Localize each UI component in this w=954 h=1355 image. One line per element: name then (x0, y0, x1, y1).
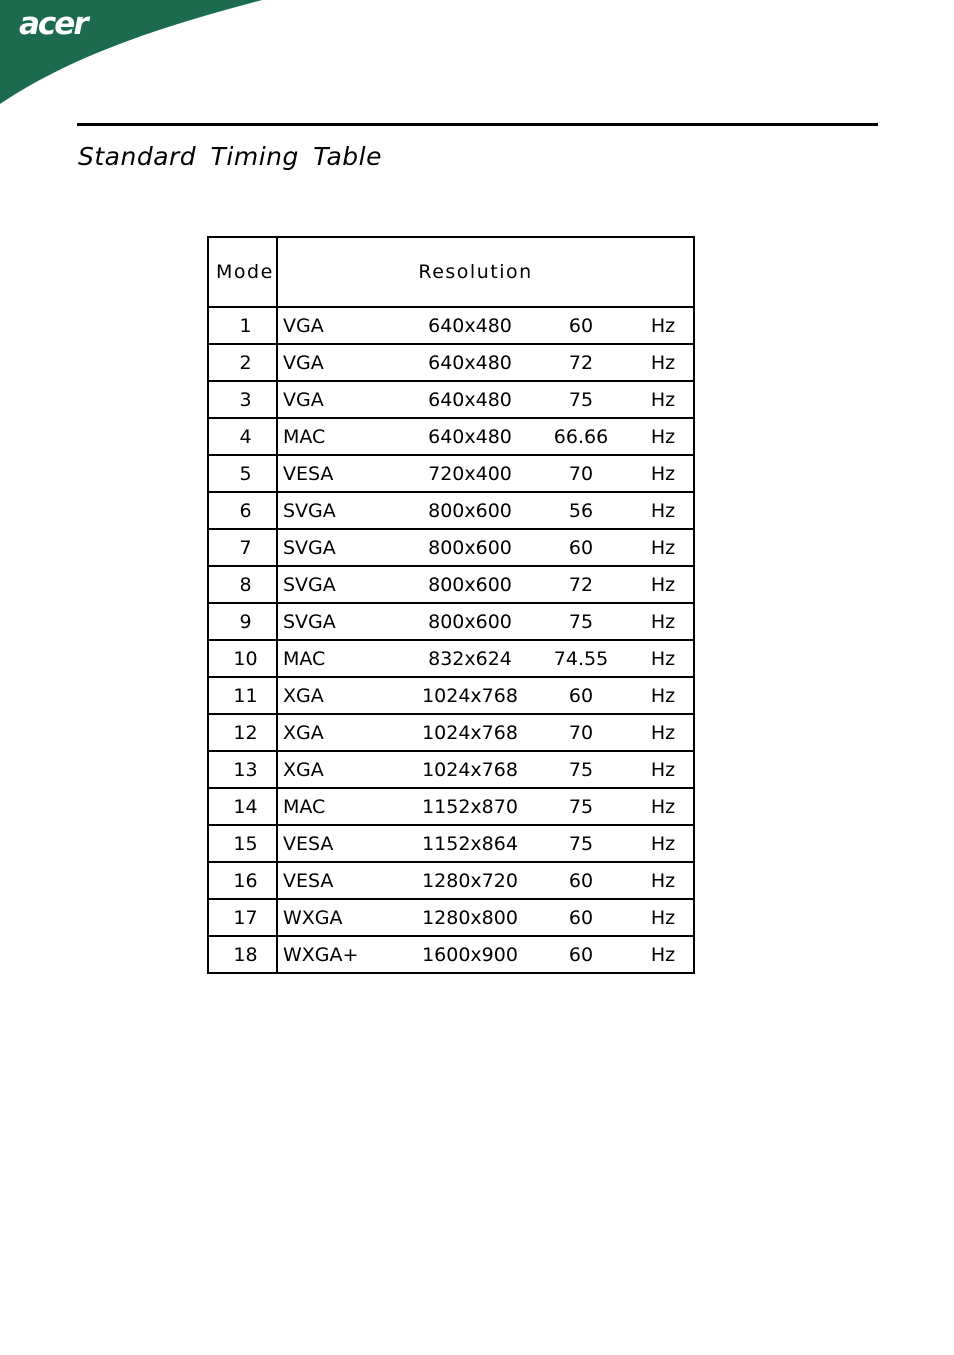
resolution-value: 1152x870 (422, 795, 518, 818)
refresh-rate: 60 (568, 906, 594, 929)
standard-label: VGA (283, 388, 324, 411)
refresh-rate: 60 (568, 536, 594, 559)
resolution-value: 800x600 (428, 536, 512, 559)
table-row (208, 825, 694, 862)
refresh-unit: Hz (650, 610, 676, 633)
mode-cell: 15 (208, 825, 277, 862)
standard-label: SVGA (283, 610, 336, 633)
refresh-unit: Hz (650, 943, 676, 966)
timing-table (207, 236, 695, 974)
refresh-unit: Hz (650, 499, 676, 522)
refresh-rate: 60 (568, 684, 594, 707)
resolution-cell (277, 751, 694, 788)
table-row (208, 899, 694, 936)
resolution-cell (277, 307, 694, 344)
refresh-rate: 75 (568, 795, 594, 818)
mode-cell: 2 (208, 344, 277, 381)
resolution-cell (277, 788, 694, 825)
resolution-value: 800x600 (428, 610, 512, 633)
table-row (208, 862, 694, 899)
standard-label: MAC (283, 425, 326, 448)
standard-label: VESA (283, 832, 334, 855)
mode-cell: 3 (208, 381, 277, 418)
table-row (208, 566, 694, 603)
standard-label: SVGA (283, 536, 336, 559)
refresh-rate: 72 (568, 573, 594, 596)
refresh-rate: 75 (568, 832, 594, 855)
refresh-rate: 60 (568, 943, 594, 966)
mode-cell: 12 (208, 714, 277, 751)
refresh-unit: Hz (650, 314, 676, 337)
resolution-value: 640x480 (428, 388, 512, 411)
mode-cell: 17 (208, 899, 277, 936)
refresh-rate: 60 (568, 869, 594, 892)
refresh-rate: 75 (568, 388, 594, 411)
table-row (208, 529, 694, 566)
refresh-unit: Hz (650, 906, 676, 929)
refresh-rate: 74.55 (553, 647, 609, 670)
resolution-cell (277, 862, 694, 899)
refresh-unit: Hz (650, 721, 676, 744)
header-mode: Mode (208, 237, 277, 307)
table-row (208, 492, 694, 529)
table-row (208, 344, 694, 381)
resolution-value: 1024x768 (422, 758, 518, 781)
resolution-value: 720x400 (428, 462, 512, 485)
refresh-rate: 70 (568, 721, 594, 744)
table-header-row (208, 237, 694, 307)
mode-cell: 6 (208, 492, 277, 529)
resolution-value: 800x600 (428, 573, 512, 596)
refresh-rate: 60 (568, 314, 594, 337)
standard-label: VESA (283, 869, 334, 892)
resolution-value: 1280x720 (422, 869, 518, 892)
refresh-unit: Hz (650, 647, 676, 670)
mode-cell: 4 (208, 418, 277, 455)
refresh-unit: Hz (650, 425, 676, 448)
refresh-unit: Hz (650, 573, 676, 596)
resolution-cell (277, 677, 694, 714)
resolution-value: 832x624 (428, 647, 512, 670)
resolution-value: 1024x768 (422, 684, 518, 707)
refresh-unit: Hz (650, 869, 676, 892)
resolution-value: 1280x800 (422, 906, 518, 929)
page-title: Standard Timing Table (78, 142, 382, 171)
resolution-cell (277, 640, 694, 677)
resolution-value: 1152x864 (422, 832, 518, 855)
resolution-cell (277, 566, 694, 603)
refresh-unit: Hz (650, 684, 676, 707)
table-row (208, 751, 694, 788)
resolution-value: 1600x900 (422, 943, 518, 966)
resolution-cell (277, 381, 694, 418)
standard-label: SVGA (283, 499, 336, 522)
standard-label: VESA (283, 462, 334, 485)
table-row (208, 788, 694, 825)
standard-label: WXGA+ (283, 943, 359, 966)
refresh-unit: Hz (650, 536, 676, 559)
table-row (208, 936, 694, 973)
resolution-cell (277, 492, 694, 529)
resolution-cell (277, 603, 694, 640)
refresh-unit: Hz (650, 758, 676, 781)
resolution-value: 640x480 (428, 314, 512, 337)
refresh-rate: 75 (568, 758, 594, 781)
mode-cell: 1 (208, 307, 277, 344)
mode-cell: 8 (208, 566, 277, 603)
mode-cell: 11 (208, 677, 277, 714)
refresh-unit: Hz (650, 388, 676, 411)
mode-cell: 9 (208, 603, 277, 640)
resolution-cell (277, 529, 694, 566)
resolution-cell (277, 455, 694, 492)
refresh-rate: 56 (568, 499, 594, 522)
refresh-rate: 72 (568, 351, 594, 374)
resolution-value: 640x480 (428, 351, 512, 374)
refresh-rate: 66.66 (553, 425, 609, 448)
table-row (208, 714, 694, 751)
resolution-value: 640x480 (428, 425, 512, 448)
table-row (208, 603, 694, 640)
mode-cell: 18 (208, 936, 277, 973)
mode-cell: 13 (208, 751, 277, 788)
standard-label: XGA (283, 684, 324, 707)
resolution-cell (277, 825, 694, 862)
table-row (208, 307, 694, 344)
resolution-cell (277, 418, 694, 455)
standard-label: SVGA (283, 573, 336, 596)
resolution-value: 1024x768 (422, 721, 518, 744)
resolution-cell (277, 899, 694, 936)
table-row (208, 455, 694, 492)
standard-label: VGA (283, 351, 324, 374)
table-row (208, 418, 694, 455)
table-row (208, 677, 694, 714)
mode-cell: 14 (208, 788, 277, 825)
standard-label: MAC (283, 795, 326, 818)
header-resolution: Resolution (277, 237, 694, 307)
resolution-value: 800x600 (428, 499, 512, 522)
mode-cell: 7 (208, 529, 277, 566)
standard-label: WXGA (283, 906, 343, 929)
mode-cell: 10 (208, 640, 277, 677)
refresh-rate: 75 (568, 610, 594, 633)
resolution-cell (277, 714, 694, 751)
refresh-unit: Hz (650, 462, 676, 485)
standard-label: XGA (283, 721, 324, 744)
refresh-unit: Hz (650, 351, 676, 374)
mode-cell: 5 (208, 455, 277, 492)
header-rule (77, 123, 878, 126)
refresh-rate: 70 (568, 462, 594, 485)
standard-label: MAC (283, 647, 326, 670)
table-row (208, 640, 694, 677)
resolution-cell (277, 344, 694, 381)
table-row (208, 381, 694, 418)
resolution-cell (277, 936, 694, 973)
refresh-unit: Hz (650, 832, 676, 855)
standard-label: VGA (283, 314, 324, 337)
acer-logo: acer (19, 6, 87, 42)
mode-cell: 16 (208, 862, 277, 899)
standard-label: XGA (283, 758, 324, 781)
refresh-unit: Hz (650, 795, 676, 818)
